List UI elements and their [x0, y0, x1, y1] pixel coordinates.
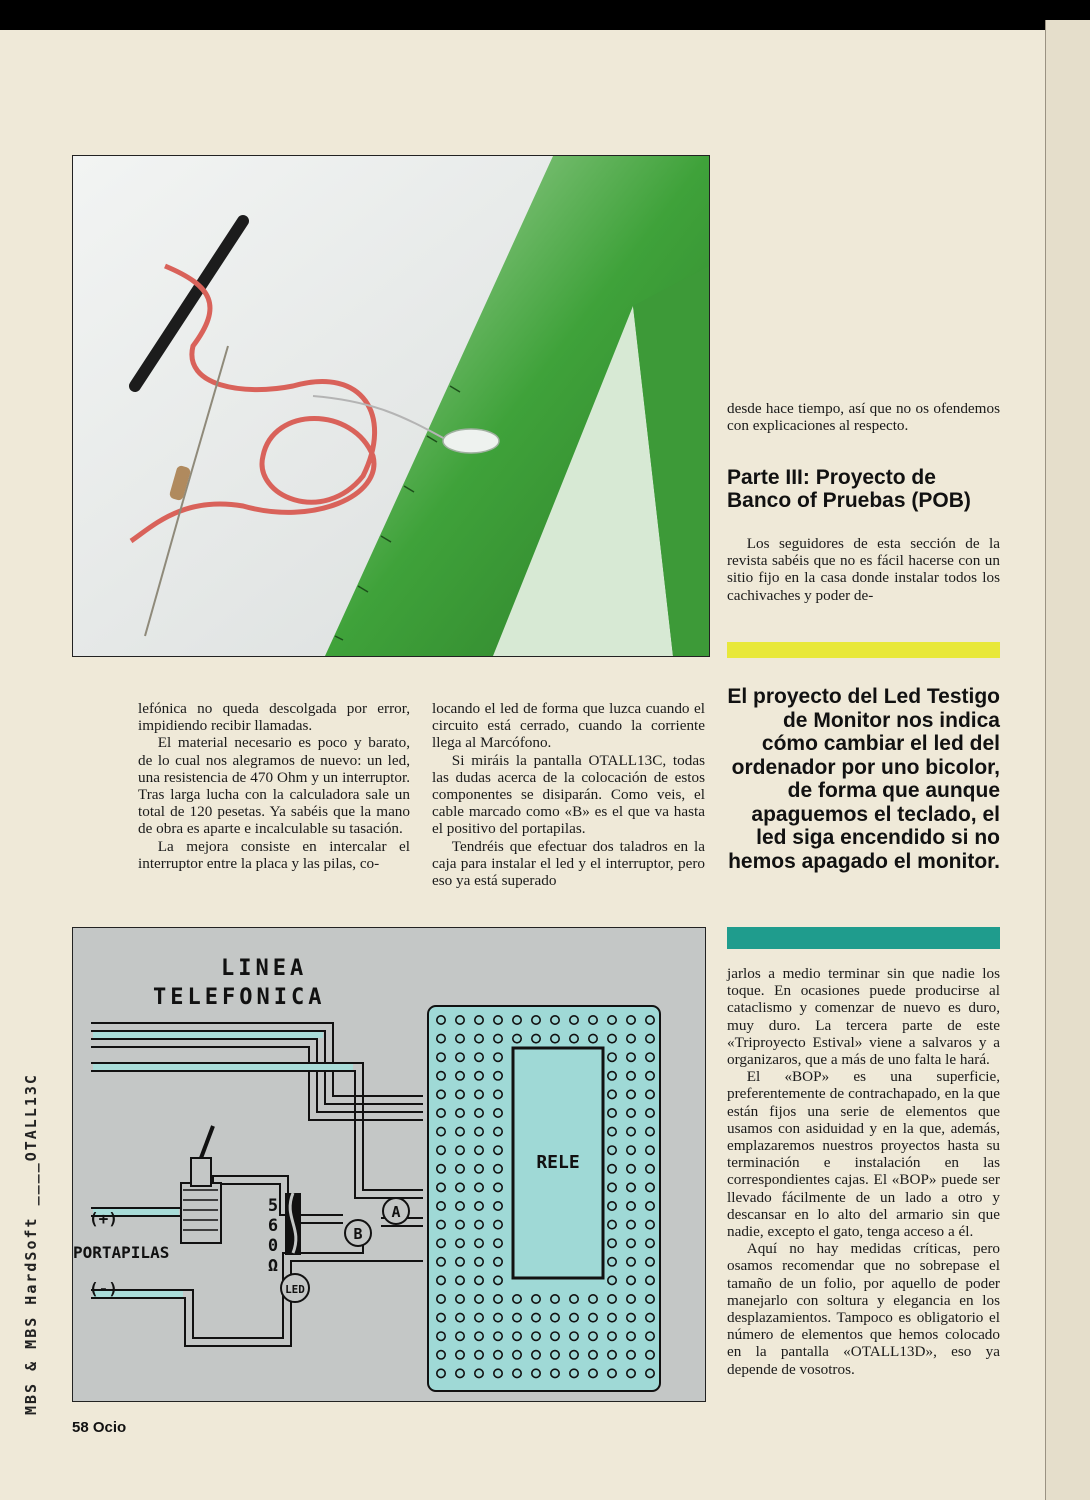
resistor-digit: 6 — [267, 1216, 279, 1236]
battery-holder-label: PORTAPILAS — [73, 1243, 170, 1262]
text-column-left — [138, 700, 410, 872]
resistor-icon — [285, 1193, 301, 1255]
switch-icon — [181, 1126, 221, 1243]
paragraph: El «BOP» es una superficie, preferentemente de contrachapado, en la que están fijos una serie de elementos que usamos con asiduidad y en la que, además, emplazaremos nuestros proyectos hasta su terminación e instalación en las correspondientes cajas. El «BOP» puede ser llevado fácilmente de un lado a otro y descansar en lo alto del armario sin que nadie, excepto el gato, tenga acceso a él. — [727, 1068, 1000, 1241]
paragraph: Aquí no hay medidas críticas, pero osamos recomendar que no sobrepase el tamaño de un folio, por aquello de poder manejarlo con soltura y elegancia en los desplazamientos. Tampoco es obligatorio el número de elementos que hemos colocado en la pantalla «OTALL13D», eso ya depende de vosotros. — [727, 1240, 1000, 1378]
plus-label: (+) — [89, 1209, 118, 1228]
series-side-label: MBS & MBS HardSoft ____OTALL13C — [22, 1073, 40, 1415]
paragraph: El material necesario es poco y barato, de lo cual nos alegramos de nuevo: un led, una resistencia de 470 Ohm y un interruptor. Tras larga lucha con la calculadora sale un total de 120 pesetas. Ya sabéis que la mano de obra es aparte e incalculable su tasación. — [138, 734, 410, 838]
diagram-title-line1: LINEA — [221, 956, 308, 981]
yellow-divider-bar — [727, 642, 1000, 658]
resistor-digit: 0 — [267, 1236, 279, 1256]
teal-divider-bar — [727, 927, 1000, 949]
components-photo — [72, 155, 710, 657]
paragraph: La mejora consiste en intercalar el interruptor entre la placa y las pilas, co- — [138, 837, 410, 872]
relay-label: RELE — [536, 1152, 580, 1173]
text-column-right-bottom — [727, 965, 1000, 1378]
paragraph: lefónica no queda descolgada por error, impidiendo recibir llamadas. — [138, 700, 410, 735]
pull-quote: El proyecto del Led Testigo de Monitor nos indica cómo cambiar el led del ordenador por uno bicolor, de forma que aunque apaguemos el teclado, el led siga encendido si no hemos apagado el monitor. — [727, 685, 1000, 873]
diagram-title-line2: TELEFONICA — [153, 985, 326, 1010]
a-label: A — [391, 1203, 401, 1221]
paragraph: desde hace tiempo, así que no os ofendemos con explicaciones al respecto. — [727, 400, 1000, 435]
section-heading: Parte III: Proyecto de Banco of Pruebas (POB) — [727, 466, 971, 512]
minus-label: (-) — [89, 1279, 118, 1298]
led-label: LED — [285, 1283, 305, 1296]
b-label: B — [353, 1225, 363, 1243]
text-column-right-top — [727, 400, 1000, 434]
paragraph: Tendréis que efectuar dos taladros en la caja para instalar el led y el interruptor, pero eso ya está superado — [432, 837, 705, 890]
page-folio: 58 Ocio — [72, 1419, 127, 1436]
text-column-right-intro — [727, 535, 1000, 604]
paragraph: Si miráis la pantalla OTALL13C, todas las dudas acerca de la colocación de estos componentes se disiparán. Como veis, el cable marcado como «B» es el que va hasta el positivo del portapilas. — [432, 751, 705, 838]
circuit-diagram — [72, 927, 706, 1402]
text-column-middle — [432, 700, 705, 889]
paragraph: locando el led de forma que luzca cuando el circuito está cerrado, cuando la corriente llega al Marcófono. — [432, 700, 705, 752]
resistor-digit: 5 — [267, 1196, 279, 1216]
next-page-edge — [1045, 20, 1090, 1500]
paragraph: Los seguidores de esta sección de la revista sabéis que no es fácil hacerse con un sitio fijo en la casa donde instalar todos los cachivaches y poder de- — [727, 535, 1000, 604]
led-icon — [443, 429, 499, 453]
paragraph: jarlos a medio terminar sin que nadie los toque. En ocasiones puede producirse al cataclismo y comenzar de nuevo es duro, muy duro. La tercera parte de este «Triproyecto Estival» viene a salvaros y a organizaros, que a más de uno falta le hará. — [727, 965, 1000, 1069]
resistor-unit: Ω — [267, 1256, 279, 1276]
